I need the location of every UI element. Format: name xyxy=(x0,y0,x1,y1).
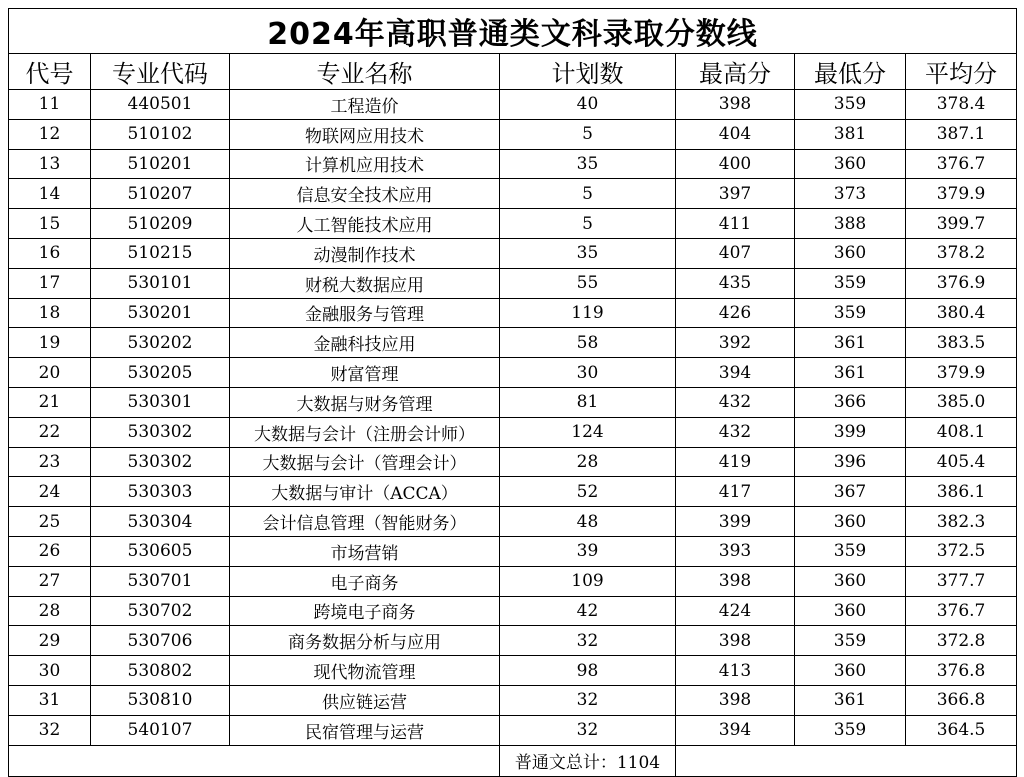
major-name-cell: 会计信息管理（智能财务） xyxy=(230,507,500,537)
table-row xyxy=(9,447,1017,477)
score-sheet xyxy=(8,8,1016,777)
table-row xyxy=(9,417,1017,447)
major-code-cell: 530201 xyxy=(91,298,230,328)
table-row xyxy=(9,507,1017,537)
min-score-cell: 359 xyxy=(795,536,906,566)
header-row xyxy=(9,54,1017,90)
code-cell: 28 xyxy=(9,596,91,626)
table-row xyxy=(9,179,1017,209)
avg-score-cell: 382.3 xyxy=(906,507,1017,537)
total-spacer-left xyxy=(9,745,500,776)
major-name-cell: 金融科技应用 xyxy=(230,328,500,358)
code-cell: 16 xyxy=(9,238,91,268)
major-name-cell: 商务数据分析与应用 xyxy=(230,626,500,656)
major-name-cell: 财税大数据应用 xyxy=(230,268,500,298)
major-name-cell: 人工智能技术应用 xyxy=(230,209,500,239)
code-cell: 23 xyxy=(9,447,91,477)
min-score-cell: 361 xyxy=(795,358,906,388)
avg-score-cell: 385.0 xyxy=(906,387,1017,417)
plan-count-cell: 81 xyxy=(500,387,676,417)
min-score-cell: 360 xyxy=(795,149,906,179)
table-row xyxy=(9,715,1017,745)
min-score-cell: 359 xyxy=(795,298,906,328)
major-code-cell: 530205 xyxy=(91,358,230,388)
max-score-cell: 398 xyxy=(676,90,795,120)
avg-score-cell: 405.4 xyxy=(906,447,1017,477)
max-score-cell: 400 xyxy=(676,149,795,179)
min-score-cell: 366 xyxy=(795,387,906,417)
avg-score-cell: 378.4 xyxy=(906,90,1017,120)
major-name-cell: 物联网应用技术 xyxy=(230,119,500,149)
max-score-cell: 394 xyxy=(676,358,795,388)
major-name-cell: 供应链运营 xyxy=(230,685,500,715)
min-score-cell: 359 xyxy=(795,626,906,656)
plan-count-cell: 35 xyxy=(500,238,676,268)
table-row xyxy=(9,656,1017,686)
major-code-cell: 530304 xyxy=(91,507,230,537)
major-name-cell: 市场营销 xyxy=(230,536,500,566)
major-name-cell: 工程造价 xyxy=(230,90,500,120)
header-min-score: 最低分 xyxy=(795,54,906,90)
header-avg-score: 平均分 xyxy=(906,54,1017,90)
plan-count-cell: 32 xyxy=(500,685,676,715)
header-code: 代号 xyxy=(9,54,91,90)
table-row xyxy=(9,596,1017,626)
major-code-cell: 530802 xyxy=(91,656,230,686)
max-score-cell: 424 xyxy=(676,596,795,626)
avg-score-cell: 378.2 xyxy=(906,238,1017,268)
max-score-cell: 432 xyxy=(676,387,795,417)
major-code-cell: 510207 xyxy=(91,179,230,209)
max-score-cell: 393 xyxy=(676,536,795,566)
code-cell: 27 xyxy=(9,566,91,596)
table-row xyxy=(9,90,1017,120)
plan-count-cell: 124 xyxy=(500,417,676,447)
total-spacer-right xyxy=(676,745,1017,776)
code-cell: 12 xyxy=(9,119,91,149)
major-name-cell: 信息安全技术应用 xyxy=(230,179,500,209)
max-score-cell: 399 xyxy=(676,507,795,537)
avg-score-cell: 379.9 xyxy=(906,358,1017,388)
code-cell: 26 xyxy=(9,536,91,566)
major-code-cell: 510209 xyxy=(91,209,230,239)
major-code-cell: 530301 xyxy=(91,387,230,417)
table-row xyxy=(9,387,1017,417)
major-code-cell: 530302 xyxy=(91,447,230,477)
avg-score-cell: 372.5 xyxy=(906,536,1017,566)
table-row xyxy=(9,626,1017,656)
code-cell: 21 xyxy=(9,387,91,417)
major-name-cell: 计算机应用技术 xyxy=(230,149,500,179)
code-cell: 20 xyxy=(9,358,91,388)
max-score-cell: 411 xyxy=(676,209,795,239)
table-row xyxy=(9,149,1017,179)
plan-count-cell: 109 xyxy=(500,566,676,596)
table-row xyxy=(9,328,1017,358)
major-name-cell: 大数据与财务管理 xyxy=(230,387,500,417)
code-cell: 25 xyxy=(9,507,91,537)
table-title: 2024年高职普通类文科录取分数线 xyxy=(9,9,1017,54)
avg-score-cell: 372.8 xyxy=(906,626,1017,656)
header-plan-count: 计划数 xyxy=(500,54,676,90)
avg-score-cell: 377.7 xyxy=(906,566,1017,596)
table-row xyxy=(9,119,1017,149)
plan-count-cell: 42 xyxy=(500,596,676,626)
code-cell: 13 xyxy=(9,149,91,179)
table-row xyxy=(9,477,1017,507)
code-cell: 18 xyxy=(9,298,91,328)
code-cell: 30 xyxy=(9,656,91,686)
plan-count-cell: 5 xyxy=(500,209,676,239)
max-score-cell: 398 xyxy=(676,626,795,656)
plan-count-cell: 98 xyxy=(500,656,676,686)
min-score-cell: 359 xyxy=(795,90,906,120)
major-code-cell: 440501 xyxy=(91,90,230,120)
min-score-cell: 388 xyxy=(795,209,906,239)
plan-count-cell: 32 xyxy=(500,715,676,745)
max-score-cell: 417 xyxy=(676,477,795,507)
plan-count-cell: 58 xyxy=(500,328,676,358)
min-score-cell: 360 xyxy=(795,507,906,537)
avg-score-cell: 387.1 xyxy=(906,119,1017,149)
major-code-cell: 510102 xyxy=(91,119,230,149)
max-score-cell: 404 xyxy=(676,119,795,149)
max-score-cell: 419 xyxy=(676,447,795,477)
major-code-cell: 530302 xyxy=(91,417,230,447)
total-row xyxy=(9,745,1017,776)
major-code-cell: 530605 xyxy=(91,536,230,566)
plan-count-cell: 48 xyxy=(500,507,676,537)
code-cell: 22 xyxy=(9,417,91,447)
header-major-code: 专业代码 xyxy=(91,54,230,90)
major-name-cell: 动漫制作技术 xyxy=(230,238,500,268)
max-score-cell: 398 xyxy=(676,685,795,715)
major-code-cell: 540107 xyxy=(91,715,230,745)
plan-count-cell: 52 xyxy=(500,477,676,507)
min-score-cell: 359 xyxy=(795,715,906,745)
header-major-name: 专业名称 xyxy=(230,54,500,90)
table-row xyxy=(9,536,1017,566)
admission-score-table xyxy=(8,8,1017,777)
min-score-cell: 360 xyxy=(795,566,906,596)
table-row xyxy=(9,358,1017,388)
avg-score-cell: 376.8 xyxy=(906,656,1017,686)
major-name-cell: 财富管理 xyxy=(230,358,500,388)
max-score-cell: 394 xyxy=(676,715,795,745)
code-cell: 15 xyxy=(9,209,91,239)
plan-count-cell: 32 xyxy=(500,626,676,656)
avg-score-cell: 383.5 xyxy=(906,328,1017,358)
major-code-cell: 530303 xyxy=(91,477,230,507)
min-score-cell: 367 xyxy=(795,477,906,507)
max-score-cell: 413 xyxy=(676,656,795,686)
avg-score-cell: 408.1 xyxy=(906,417,1017,447)
max-score-cell: 392 xyxy=(676,328,795,358)
major-name-cell: 大数据与会计（注册会计师） xyxy=(230,417,500,447)
avg-score-cell: 380.4 xyxy=(906,298,1017,328)
plan-count-cell: 40 xyxy=(500,90,676,120)
avg-score-cell: 366.8 xyxy=(906,685,1017,715)
min-score-cell: 360 xyxy=(795,656,906,686)
table-row xyxy=(9,268,1017,298)
major-name-cell: 大数据与审计（ACCA） xyxy=(230,477,500,507)
code-cell: 19 xyxy=(9,328,91,358)
plan-count-cell: 30 xyxy=(500,358,676,388)
avg-score-cell: 376.9 xyxy=(906,268,1017,298)
total-text: 普通文总计：1104 xyxy=(500,745,676,776)
table-body xyxy=(9,90,1017,746)
max-score-cell: 432 xyxy=(676,417,795,447)
plan-count-cell: 119 xyxy=(500,298,676,328)
code-cell: 17 xyxy=(9,268,91,298)
plan-count-cell: 28 xyxy=(500,447,676,477)
min-score-cell: 381 xyxy=(795,119,906,149)
major-code-cell: 510201 xyxy=(91,149,230,179)
min-score-cell: 361 xyxy=(795,685,906,715)
avg-score-cell: 386.1 xyxy=(906,477,1017,507)
major-code-cell: 510215 xyxy=(91,238,230,268)
min-score-cell: 396 xyxy=(795,447,906,477)
max-score-cell: 407 xyxy=(676,238,795,268)
code-cell: 14 xyxy=(9,179,91,209)
table-row xyxy=(9,566,1017,596)
code-cell: 29 xyxy=(9,626,91,656)
header-max-score: 最高分 xyxy=(676,54,795,90)
table-row xyxy=(9,685,1017,715)
avg-score-cell: 376.7 xyxy=(906,596,1017,626)
major-code-cell: 530701 xyxy=(91,566,230,596)
plan-count-cell: 5 xyxy=(500,119,676,149)
max-score-cell: 398 xyxy=(676,566,795,596)
major-name-cell: 电子商务 xyxy=(230,566,500,596)
table-row xyxy=(9,209,1017,239)
code-cell: 31 xyxy=(9,685,91,715)
max-score-cell: 397 xyxy=(676,179,795,209)
avg-score-cell: 376.7 xyxy=(906,149,1017,179)
plan-count-cell: 39 xyxy=(500,536,676,566)
major-name-cell: 现代物流管理 xyxy=(230,656,500,686)
plan-count-cell: 5 xyxy=(500,179,676,209)
major-code-cell: 530810 xyxy=(91,685,230,715)
code-cell: 11 xyxy=(9,90,91,120)
major-code-cell: 530702 xyxy=(91,596,230,626)
min-score-cell: 360 xyxy=(795,596,906,626)
min-score-cell: 373 xyxy=(795,179,906,209)
table-row xyxy=(9,238,1017,268)
major-name-cell: 大数据与会计（管理会计） xyxy=(230,447,500,477)
plan-count-cell: 35 xyxy=(500,149,676,179)
major-code-cell: 530202 xyxy=(91,328,230,358)
min-score-cell: 359 xyxy=(795,268,906,298)
major-name-cell: 民宿管理与运营 xyxy=(230,715,500,745)
code-cell: 32 xyxy=(9,715,91,745)
table-row xyxy=(9,298,1017,328)
plan-count-cell: 55 xyxy=(500,268,676,298)
min-score-cell: 361 xyxy=(795,328,906,358)
major-code-cell: 530101 xyxy=(91,268,230,298)
max-score-cell: 435 xyxy=(676,268,795,298)
major-code-cell: 530706 xyxy=(91,626,230,656)
avg-score-cell: 364.5 xyxy=(906,715,1017,745)
major-name-cell: 跨境电子商务 xyxy=(230,596,500,626)
major-name-cell: 金融服务与管理 xyxy=(230,298,500,328)
avg-score-cell: 379.9 xyxy=(906,179,1017,209)
code-cell: 24 xyxy=(9,477,91,507)
avg-score-cell: 399.7 xyxy=(906,209,1017,239)
min-score-cell: 399 xyxy=(795,417,906,447)
max-score-cell: 426 xyxy=(676,298,795,328)
min-score-cell: 360 xyxy=(795,238,906,268)
